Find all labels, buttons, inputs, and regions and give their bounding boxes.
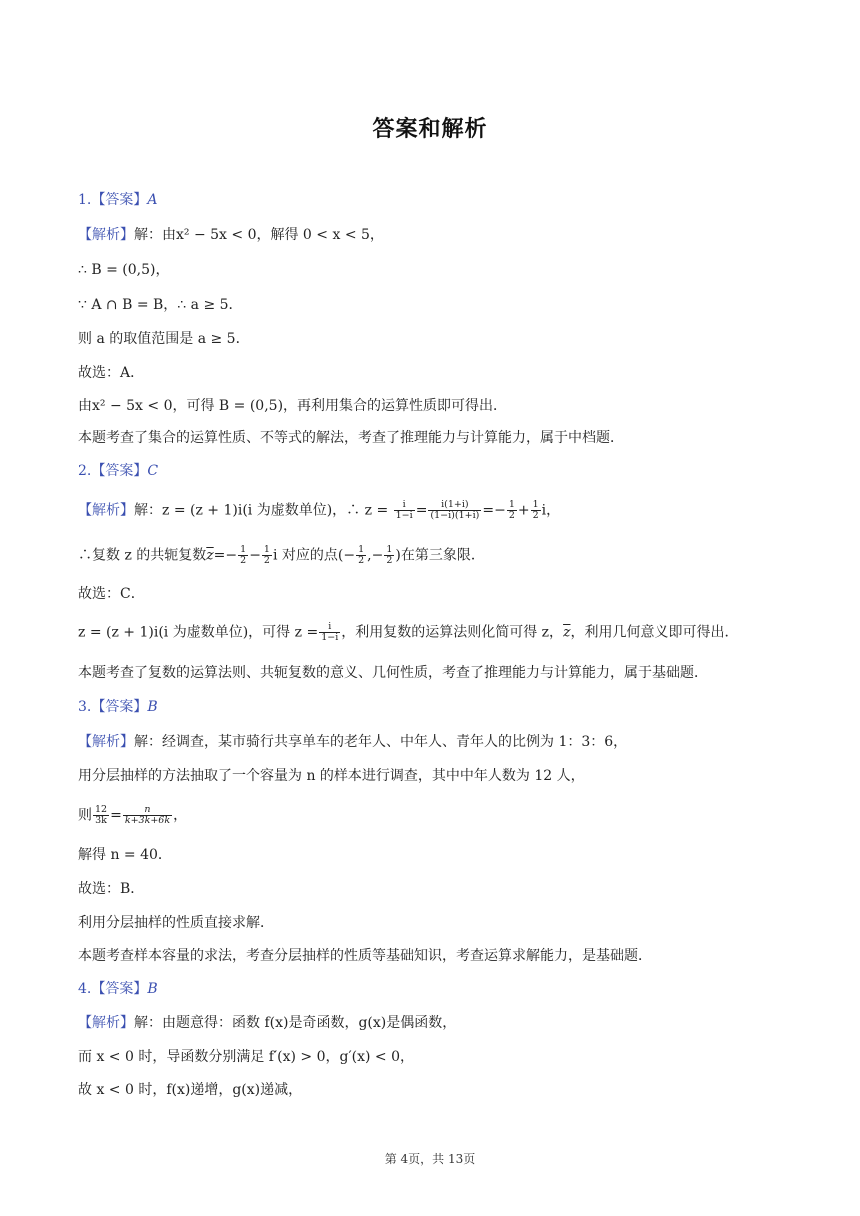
q1-l4: 则 a 的取值范围是 a ≥ 5． <box>78 331 250 347</box>
q3-l3a: 则 <box>78 807 92 824</box>
q4-l1: 解：由题意得：函数 f(x)是奇函数，g(x)是偶函数， <box>134 1015 457 1031</box>
q2-answer-line <box>78 461 158 481</box>
equals: = <box>110 807 122 824</box>
equals: = <box>415 502 428 519</box>
fraction-n-over-sum: $\frac{n}{k+3k+6k}$ <box>124 804 171 826</box>
q3-answer-line <box>78 697 158 717</box>
q4-l2: 而 x < 0 时，导函数分别满足 f′(x) > 0，g′(x) < 0， <box>78 1049 414 1065</box>
q4-answer-line <box>78 979 158 999</box>
q1-l6: 由x² − 5x < 0，可得 B = (0,5)，再利用集合的运算性质即可得出． <box>78 398 508 414</box>
q3-l7: 本题考查样本容量的求法，考查分层抽样的性质等基础知识，考查运算求解能力，是基础题． <box>78 948 652 964</box>
q1-analysis-line <box>78 225 384 245</box>
q3-answer: B <box>147 699 158 715</box>
q3-l6: 利用分层抽样的性质直接求解． <box>78 915 274 931</box>
q4-l3: 故 x < 0 时，f(x)递增，g(x)递减， <box>78 1082 303 1098</box>
analysis-label: 【解析】 <box>78 734 134 750</box>
fraction-i-over-1-minus-i: $\frac{i}{1-i}$ <box>395 499 413 521</box>
analysis-label: 【解析】 <box>78 502 134 519</box>
answer-label: 【答案】 <box>91 192 148 208</box>
q2-number: 2. <box>78 463 92 479</box>
fraction-12-over-3k: $\frac{12}{3k}$ <box>95 804 108 826</box>
q2-l4c: ，利用几何意义即可得出． <box>570 624 739 641</box>
q1-l3: ∵ A ∩ B = B，∴ a ≥ 5． <box>78 297 243 313</box>
conjugate-z: $\overline{z}$ <box>563 624 571 641</box>
q3-analysis-line <box>78 732 627 752</box>
q4-number: 4. <box>78 981 92 997</box>
fraction-half: $\frac{1}{2}$ <box>263 544 270 566</box>
fraction-half: $\frac{1}{2}$ <box>532 499 539 521</box>
fraction-i-over-1-minus-i: $\frac{i}{1-i}$ <box>321 621 339 643</box>
q2-l1a: 解：z = (z + 1)i(i 为虚数单位)，∴ z = <box>134 502 389 519</box>
q2-l2 <box>78 545 485 566</box>
equals-minus: =− <box>213 547 238 564</box>
q3-number: 3. <box>78 699 92 715</box>
q3-l2: 用分层抽样的方法抽取了一个容量为 n 的样本进行调查，其中中年人数为 12 人， <box>78 768 585 784</box>
analysis-label: 【解析】 <box>78 1015 134 1031</box>
comma-minus: ,− <box>367 547 384 564</box>
q1-l7: 本题考查了集合的运算性质、不等式的解法，考查了推理能力与计算能力，属于中档题． <box>78 430 624 446</box>
q1-l2: ∴ B = (0,5)， <box>78 262 170 278</box>
answer-label: 【答案】 <box>91 699 148 715</box>
q2-l3: 故选：C． <box>78 586 145 602</box>
q2-l5: 本题考查了复数的运算法则、共轭复数的意义、几何性质，考查了推理能力与计算能力，属于基础题． <box>78 665 708 681</box>
fraction-half: $\frac{1}{2}$ <box>386 544 393 566</box>
page-footer: 第 4页，共 13页 <box>384 1152 476 1166</box>
answer-label: 【答案】 <box>91 981 148 997</box>
answer-label: 【答案】 <box>91 463 148 479</box>
fraction-half: $\frac{1}{2}$ <box>508 499 515 521</box>
fraction-expanded: $\frac{i(1+i)}{(1-i)(1+i)}$ <box>430 499 480 521</box>
q3-l1: 解：经调查，某市骑行共享单车的老年人、中年人、青年人的比例为 1：3：6， <box>134 734 628 750</box>
q3-l5: 故选：B． <box>78 881 145 897</box>
q1-answer-line <box>78 190 157 210</box>
q4-analysis-line <box>78 1013 456 1033</box>
q2-l2a: ∴复数 z 的共轭复数 <box>78 547 207 564</box>
q3-l3b: ， <box>173 807 188 824</box>
q3-l4: 解得 n = 40． <box>78 847 172 863</box>
q2-answer: C <box>147 463 159 479</box>
fraction-half: $\frac{1}{2}$ <box>358 544 365 566</box>
q2-l4 <box>78 622 738 643</box>
q1-l1: 解：由x² − 5x < 0，解得 0 < x < 5， <box>134 227 384 243</box>
analysis-label: 【解析】 <box>78 227 134 243</box>
equals-minus: =− <box>482 502 506 519</box>
q1-l5: 故选：A． <box>78 365 145 381</box>
q2-l4a: z = (z + 1)i(i 为虚数单位)，可得 z = <box>78 624 319 641</box>
minus: − <box>249 547 261 564</box>
q4-answer: B <box>147 981 158 997</box>
q2-l2d: )在第三象限． <box>395 547 485 564</box>
q2-l2c: i 对应的点(− <box>272 547 356 564</box>
page-title: 答案和解析 <box>372 116 488 142</box>
q1-number: 1. <box>78 192 92 208</box>
q3-l3 <box>78 805 187 826</box>
q2-l1c: i， <box>541 502 561 519</box>
conjugate-z: $\overline{z}$ <box>206 547 214 564</box>
q2-l4b: ，利用复数的运算法则化简可得 z， <box>341 624 564 641</box>
fraction-half: $\frac{1}{2}$ <box>240 544 247 566</box>
plus: + <box>517 502 530 519</box>
q1-answer: A <box>147 192 158 208</box>
q2-analysis-line <box>78 500 560 521</box>
